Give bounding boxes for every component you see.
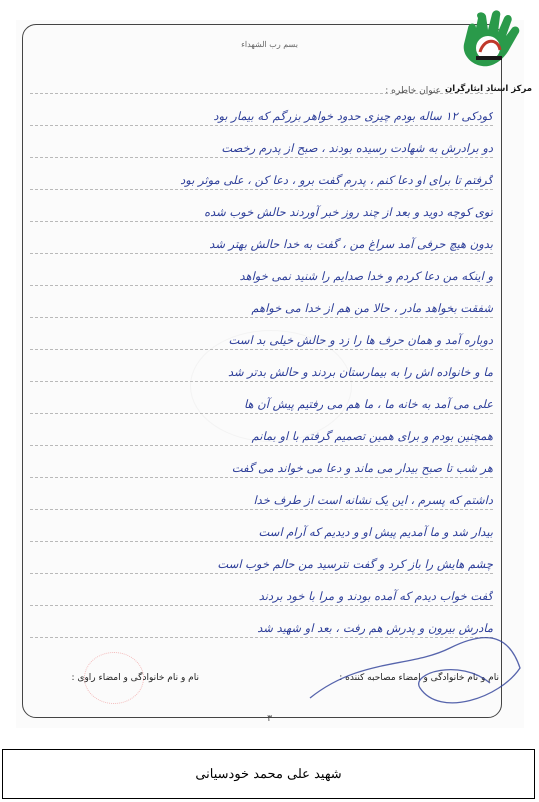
handwritten-text: و اینکه من دعا کردم و خدا صدایم را شنید نمی خواهد (239, 269, 493, 283)
page-number: ۳ (267, 714, 272, 724)
ruled-line (30, 478, 493, 510)
handwritten-text: گفت خواب دیدم که آمده بودند و مرا با خود بردند (258, 589, 493, 603)
handwritten-text: بدون هیچ حرفی آمد سراغ من ، گفت به خدا حالش بهتر شد (209, 237, 493, 251)
handwritten-text: مادرش بیرون و پدرش هم رفت ، بعد او شهید شد (257, 621, 493, 635)
ruled-line (30, 94, 493, 126)
ruled-line (30, 414, 493, 446)
subject-label: عنوان خاطره : (385, 86, 441, 96)
handwritten-text: دو برادرش به شهادت رسیده بودند ، صبح از پدرم رخصت (221, 141, 493, 155)
ruled-line (30, 350, 493, 382)
ruled-line (30, 286, 493, 318)
ruled-line (30, 382, 493, 414)
handwritten-lines (30, 62, 493, 638)
handwritten-text: علی می آمد به خانه ما ، ما هم می رفتیم پیش آن ها (244, 397, 493, 411)
ruled-line (30, 126, 493, 158)
document-header: بسم رب الشهداء (241, 40, 298, 49)
logo-text: مرکز اسناد ایثارگران (444, 84, 533, 94)
ruled-line (30, 318, 493, 350)
ruled-line (30, 510, 493, 542)
signature-scribble (300, 628, 530, 728)
ruled-line (30, 574, 493, 606)
handwritten-text: ما و خانواده اش را به بیمارستان بردند و حالش بدتر شد (228, 365, 493, 379)
interviewer-signature-label: نام و نام خانوادگی و امضاء مصاحبه کننده : (339, 673, 499, 683)
caption: شهید علی محمد خودسیانی (2, 749, 535, 799)
handwritten-text: توی کوچه دوید و بعد از چند روز خبر آوردند حالش خوب شده (204, 205, 493, 219)
handwritten-text: گرفتم تا برای او دعا کنم ، پدرم گفت برو ، دعا کن ، علی موثر بود (180, 173, 493, 187)
narrator-signature-label: نام و نام خانوادگی و امضاء راوی : (71, 673, 199, 683)
ruled-line (30, 446, 493, 478)
handwritten-text: همچنین بودم و برای همین تصمیم گرفتم با او بمانم (251, 429, 493, 443)
handwritten-text: بیدار شد و ما آمدیم پیش او و دیدیم که آرام است (258, 525, 493, 539)
handwritten-text: هر شب تا صبح بیدار می ماند و دعا می خواند می گفت (231, 461, 493, 475)
handwritten-text: دوباره آمد و همان حرف ها را زد و حالش خیلی بد است (228, 333, 493, 347)
stamp (84, 652, 144, 704)
handwritten-text: داشتم که پسرم ، این یک نشانه است از طرف خدا (253, 493, 493, 507)
ruled-line (30, 542, 493, 574)
ruled-line (30, 254, 493, 286)
ruled-line (30, 158, 493, 190)
handwritten-text: کودکی ۱۲ ساله بودم چیزی حدود خواهر بزرگم که بیمار بود (213, 109, 493, 123)
ruled-line (30, 222, 493, 254)
handwritten-text: شفقت بخواهد مادر ، حالا من هم از خدا می خواهم (251, 301, 493, 315)
ruled-line (30, 190, 493, 222)
handwritten-text: چشم هایش را باز کرد و گفت نترسید من حالم خوب است (217, 557, 493, 571)
